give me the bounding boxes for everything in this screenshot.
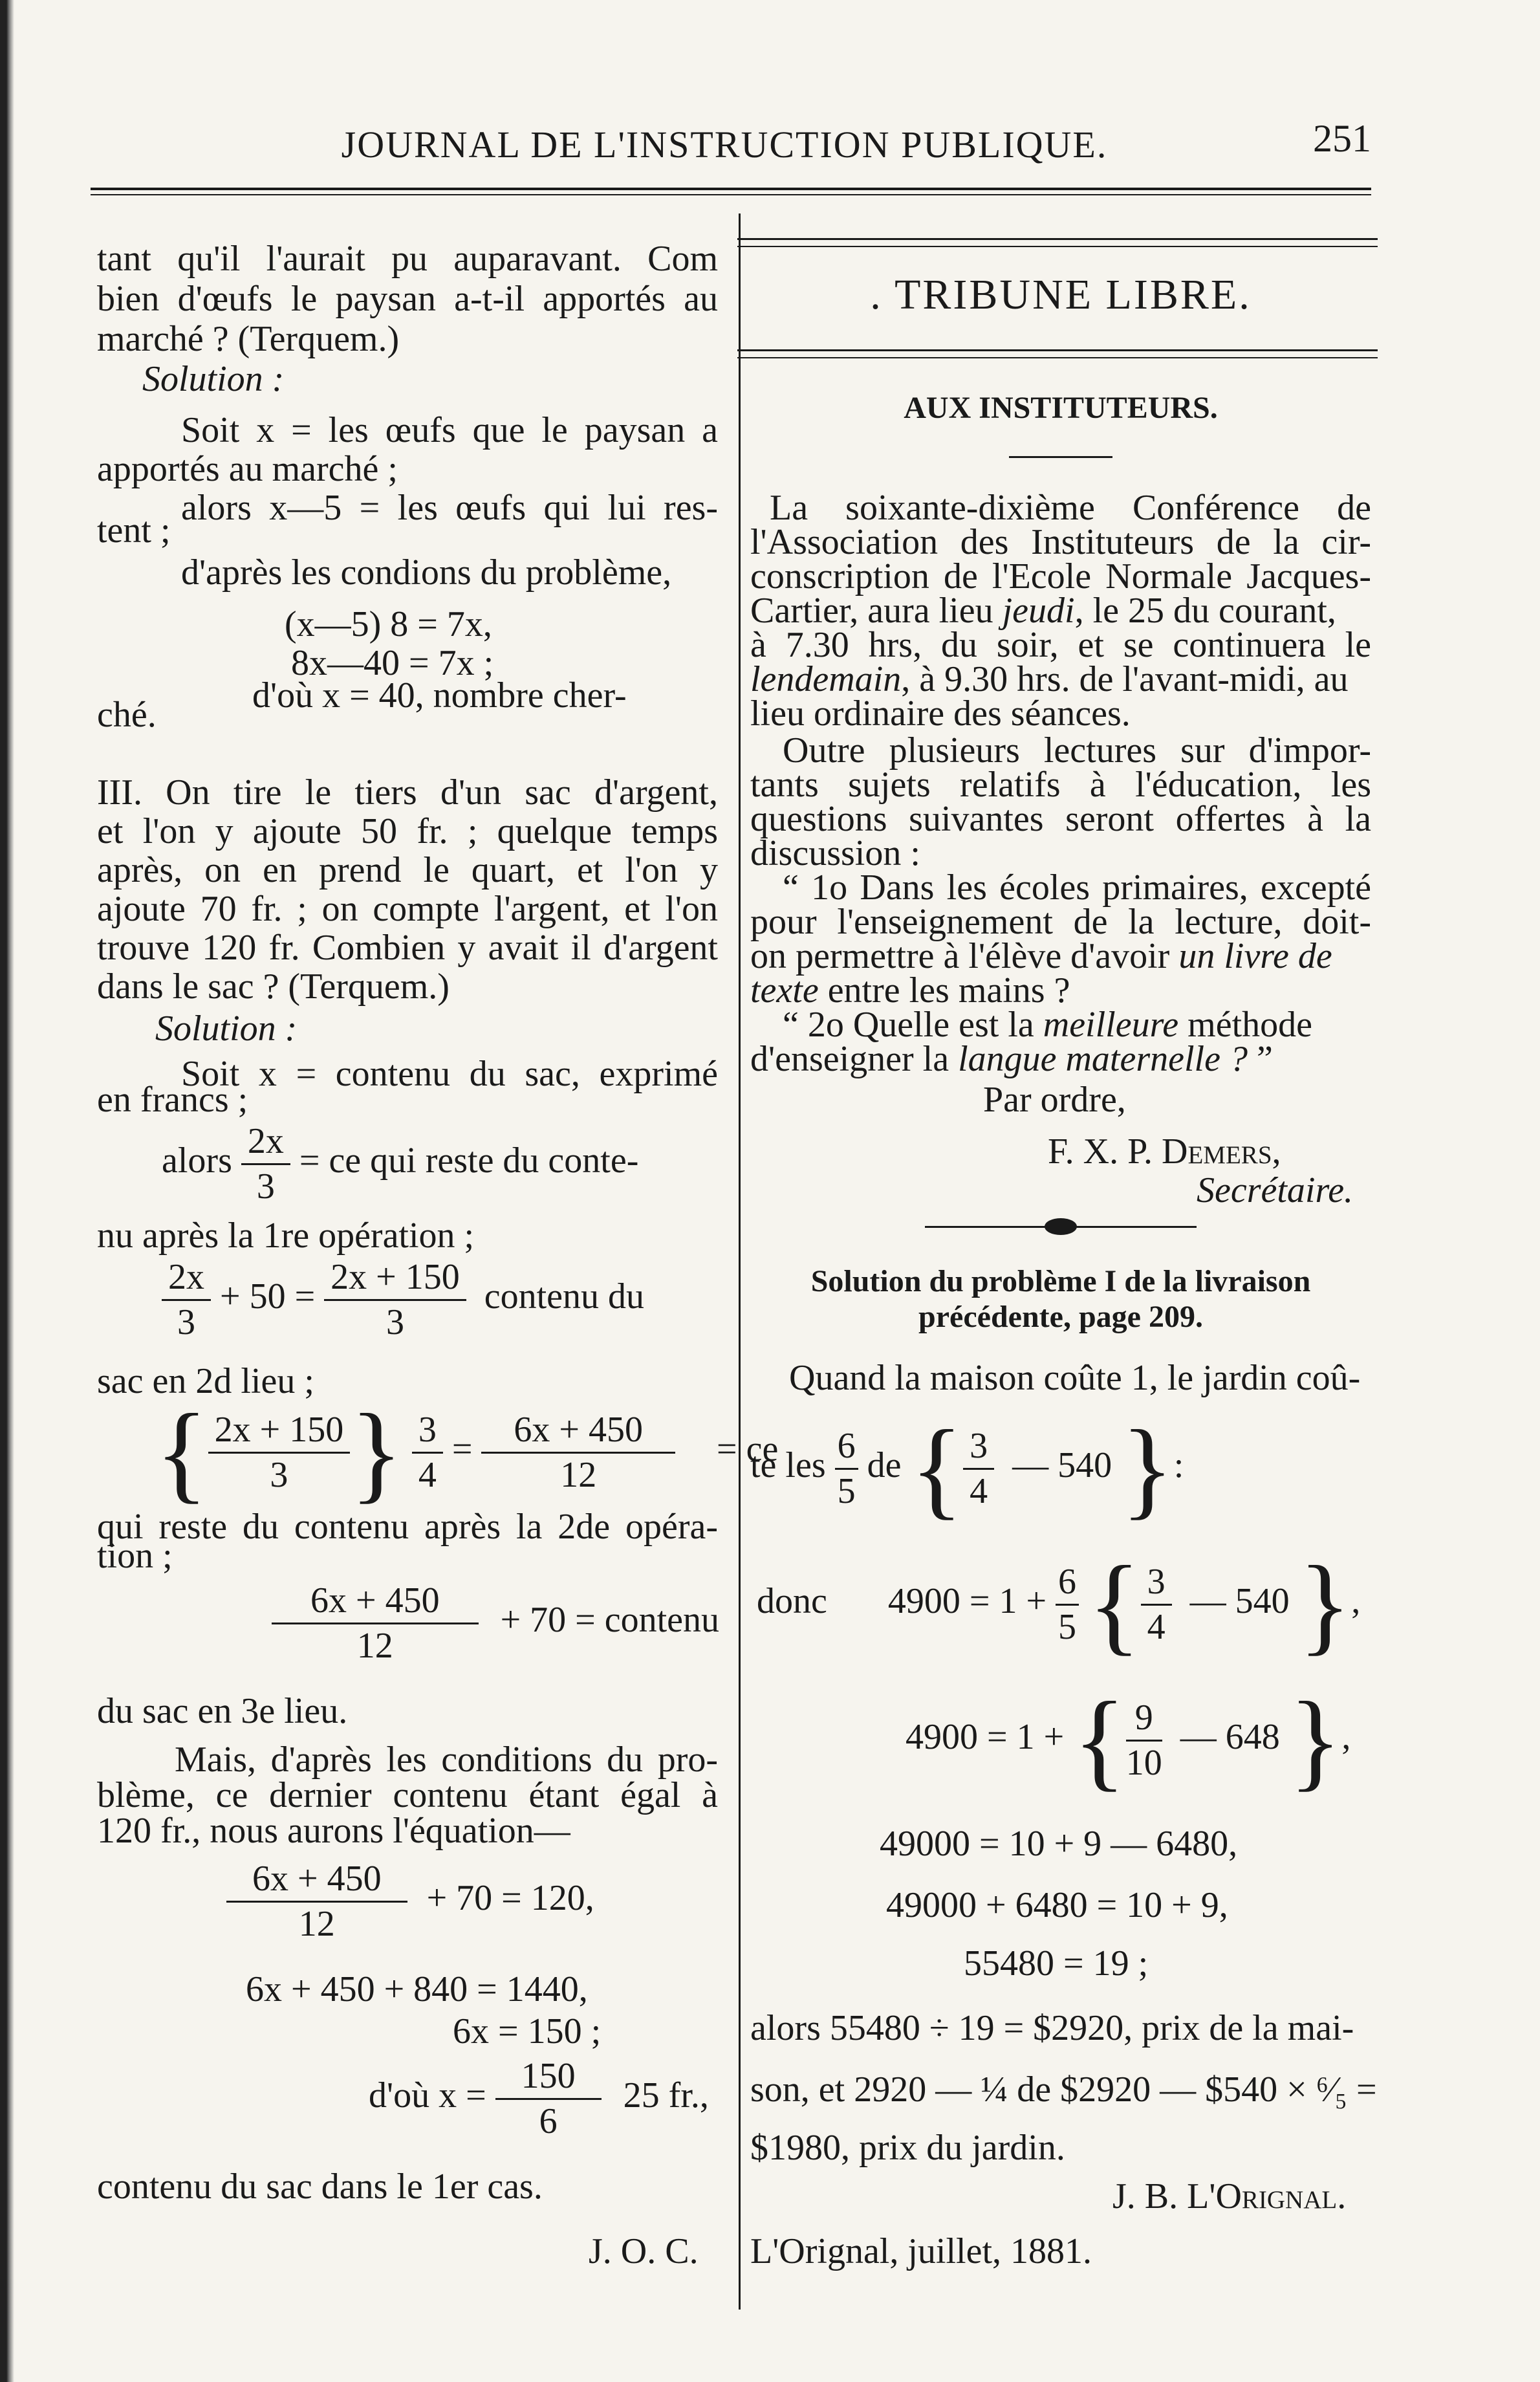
tribune-rule-top — [737, 238, 1378, 240]
fraction: $\frac{150}{6}$ — [495, 2057, 602, 2141]
text-line: alors x—5 = les œufs qui lui res- — [181, 488, 718, 528]
page-number: 251 — [1313, 117, 1371, 160]
problem-text: trouve 120 fr. Combien y avait il d'argent — [97, 928, 718, 968]
equation: (x—5) 8 = 7x, — [285, 604, 492, 644]
tribune-rule-bottom — [737, 349, 1378, 351]
section-subtitle: AUX INSTITUTEURS. — [904, 391, 1218, 425]
tribune-rule-bottom2 — [737, 357, 1378, 358]
text-line: ché. — [97, 695, 157, 735]
text-line: son, et 2920 — ¼ de $2920 — $540 × ⁶⁄₅ = — [750, 2070, 1377, 2110]
problem-text: et l'on y ajoute 50 fr. ; quelque temps — [97, 811, 718, 851]
fraction: $\frac{9}{10}$ — [1125, 1697, 1162, 1783]
equation-plus70: $\frac{6x + 450}{12}$ + 70 = contenu — [272, 1582, 719, 1665]
fraction: $\frac{6x + 450}{12}$ — [272, 1582, 479, 1665]
fraction: $\frac{6}{5}$ — [835, 1427, 858, 1511]
problem-text: III. On tire le tiers d'un sac d'argent, — [97, 772, 718, 813]
fraction: $\frac{6x + 450}{12}$ — [226, 1860, 407, 1943]
equation-plus50: $\frac{2x}{3}$ + 50 = $\frac{2x + 150}{3}$ contenu du — [162, 1258, 644, 1342]
text-line: 120 fr., nous aurons l'équation— — [97, 1811, 570, 1851]
equation: 6x + 450 + 840 = 1440, — [246, 1969, 588, 2009]
equation: d'où x = 40, nombre cher- — [252, 675, 627, 716]
fraction: $\frac{3}{4}$ — [1141, 1563, 1172, 1646]
binding-edge — [0, 0, 14, 2382]
equation-result: d'où x = $\frac{150}{6}$ 25 fr., — [369, 2056, 709, 2141]
text-line: lieu ordinaire des séances. — [750, 694, 1131, 734]
text-line: nu après la 1re opération ; — [97, 1216, 475, 1256]
solution-heading: Solution : — [142, 359, 285, 399]
text-line: apportés au marché ; — [97, 449, 398, 489]
text-line: lendemain, à 9.30 hrs. de l'avant-midi, au — [750, 659, 1349, 699]
text-line: discussion : — [750, 833, 920, 873]
text-line: tion ; — [97, 1536, 173, 1576]
text-line: d'après les condions du problème, — [181, 552, 672, 593]
text-line: “ 1o Dans les écoles primaires, excepté — [783, 868, 1371, 908]
text-line: texte entre les mains ? — [750, 970, 1070, 1011]
signatory-name: F. X. P. Demers, — [1048, 1131, 1281, 1172]
text-line: tent ; — [97, 510, 171, 551]
equation-120: $\frac{6x + 450}{12}$ + 70 = 120, — [226, 1860, 594, 1943]
closing-line: Par ordre, — [983, 1080, 1126, 1120]
text-line: qui reste du contenu après la 2de opéra- — [97, 1507, 718, 1547]
solution-title: Solution du problème I de la livraison — [810, 1264, 1311, 1298]
short-rule — [1009, 456, 1112, 458]
equation-donc: donc 4900 = 1 + $\frac{6}{5}$ { $\frac{3}{4}$ — 540}, — [757, 1544, 1361, 1665]
text-line: en francs ; — [97, 1080, 248, 1120]
problem-text: dans le sac ? (Terquem.) — [97, 967, 450, 1007]
equation: 55480 = 19 ; — [964, 1943, 1149, 1983]
fraction: $\frac{6x + 450}{12}$ — [481, 1411, 675, 1494]
equation: 8x—40 = 7x ; — [291, 643, 494, 683]
text-line: $1980, prix du jardin. — [750, 2128, 1065, 2168]
text-line: l'Association des Instituteurs de la cir- — [750, 522, 1371, 562]
equation-alors: alors $\frac{2x}{3}$ = ce qui reste du conte- — [162, 1121, 639, 1207]
text-line: blème, ce dernier contenu étant égal à — [97, 1775, 718, 1815]
ornament-diamond — [1045, 1218, 1077, 1235]
text-line: à 7.30 hrs, du soir, et se continuera le — [750, 625, 1371, 665]
header-rule-thin — [91, 194, 1371, 195]
equation-9-10: 4900 = 1 + { $\frac{9}{10}$ — 648}, — [906, 1679, 1351, 1801]
text-line: sac en 2d lieu ; — [97, 1361, 314, 1401]
text-line: “ 2o Quelle est la meilleure méthode — [783, 1005, 1312, 1045]
text-line: Soit x = contenu du sac, exprimé — [181, 1054, 718, 1094]
problem-text: après, on en prend le quart, et l'on y — [97, 850, 718, 890]
section-title: . TRIBUNE LIBRE. — [870, 271, 1252, 318]
text-line: du sac en 3e lieu. — [97, 1691, 348, 1731]
text-line: tant qu'il l'aurait pu auparavant. Com — [97, 239, 718, 279]
text-line: Mais, d'après les conditions du pro- — [175, 1740, 718, 1780]
signature: J. B. L'Orignal. — [1112, 2176, 1347, 2216]
text-line: contenu du sac dans le 1er cas. — [97, 2167, 543, 2207]
text-line: alors 55480 ÷ 19 = $2920, prix de la mai- — [750, 2008, 1354, 2048]
solution-heading: Solution : — [155, 1009, 298, 1049]
text-line: tants sujets relatifs à l'éducation, les — [750, 765, 1371, 805]
header-rule — [91, 188, 1371, 190]
signatory-role: Secrétaire. — [1197, 1170, 1354, 1210]
equation-te-les: te les $\frac{6}{5}$ de { $\frac{3}{4}$ — 540}: — [750, 1408, 1184, 1529]
equation-second: { $\frac{2x + 150}{3}$ } $\frac{3}{4}$ = $\frac{6x + 450}{12}$ = ce — [155, 1392, 779, 1513]
text-line: bien d'œufs le paysan a-t-il apportés au — [97, 279, 718, 319]
fraction: $\frac{6}{5}$ — [1056, 1563, 1079, 1646]
equation: 49000 + 6480 = 10 + 9, — [886, 1885, 1228, 1925]
text-line: conscription de l'Ecole Normale Jacques- — [750, 556, 1371, 596]
text-line: Quand la maison coûte 1, le jardin coû- — [789, 1358, 1361, 1398]
fraction: $\frac{2x}{3}$ — [162, 1258, 211, 1342]
fraction: $\frac{2x}{3}$ — [241, 1122, 290, 1206]
text-line: questions suivantes seront offertes à la — [750, 799, 1371, 839]
text-line: Outre plusieurs lectures sur d'impor- — [783, 730, 1371, 770]
equation: 49000 = 10 + 9 — 6480, — [880, 1824, 1238, 1864]
fraction: $\frac{3}{4}$ — [963, 1427, 994, 1511]
equation: 6x = 150 ; — [453, 2011, 602, 2051]
dateline: L'Orignal, juillet, 1881. — [750, 2231, 1092, 2271]
tribune-rule-top2 — [737, 246, 1378, 247]
text-line: d'enseigner la langue maternelle ? ” — [750, 1039, 1273, 1079]
text-line: pour l'enseignement de la lecture, doit- — [750, 902, 1371, 942]
text-line: marché ? (Terquem.) — [97, 319, 400, 359]
text-line: La soixante-dixième Conférence de — [770, 488, 1371, 528]
problem-text: ajoute 70 fr. ; on compte l'argent, et l'on — [97, 889, 718, 929]
solution-title: précédente, page 209. — [918, 1300, 1203, 1334]
text-line: on permettre à l'élève d'avoir un livre de — [750, 936, 1332, 976]
column-divider — [739, 213, 741, 2310]
text-line: Soit x = les œufs que le paysan a — [181, 410, 718, 450]
text-line: Cartier, aura lieu jeudi, le 25 du courant, — [750, 591, 1336, 631]
fraction: $\frac{2x + 150}{3}$ — [324, 1258, 466, 1342]
fraction: $\frac{2x + 150}{3}$ — [208, 1411, 351, 1494]
signature: J. O. C. — [589, 2231, 699, 2271]
running-head: JOURNAL DE L'INSTRUCTION PUBLIQUE. — [341, 124, 1108, 166]
fraction: $\frac{3}{4}$ — [412, 1411, 443, 1494]
